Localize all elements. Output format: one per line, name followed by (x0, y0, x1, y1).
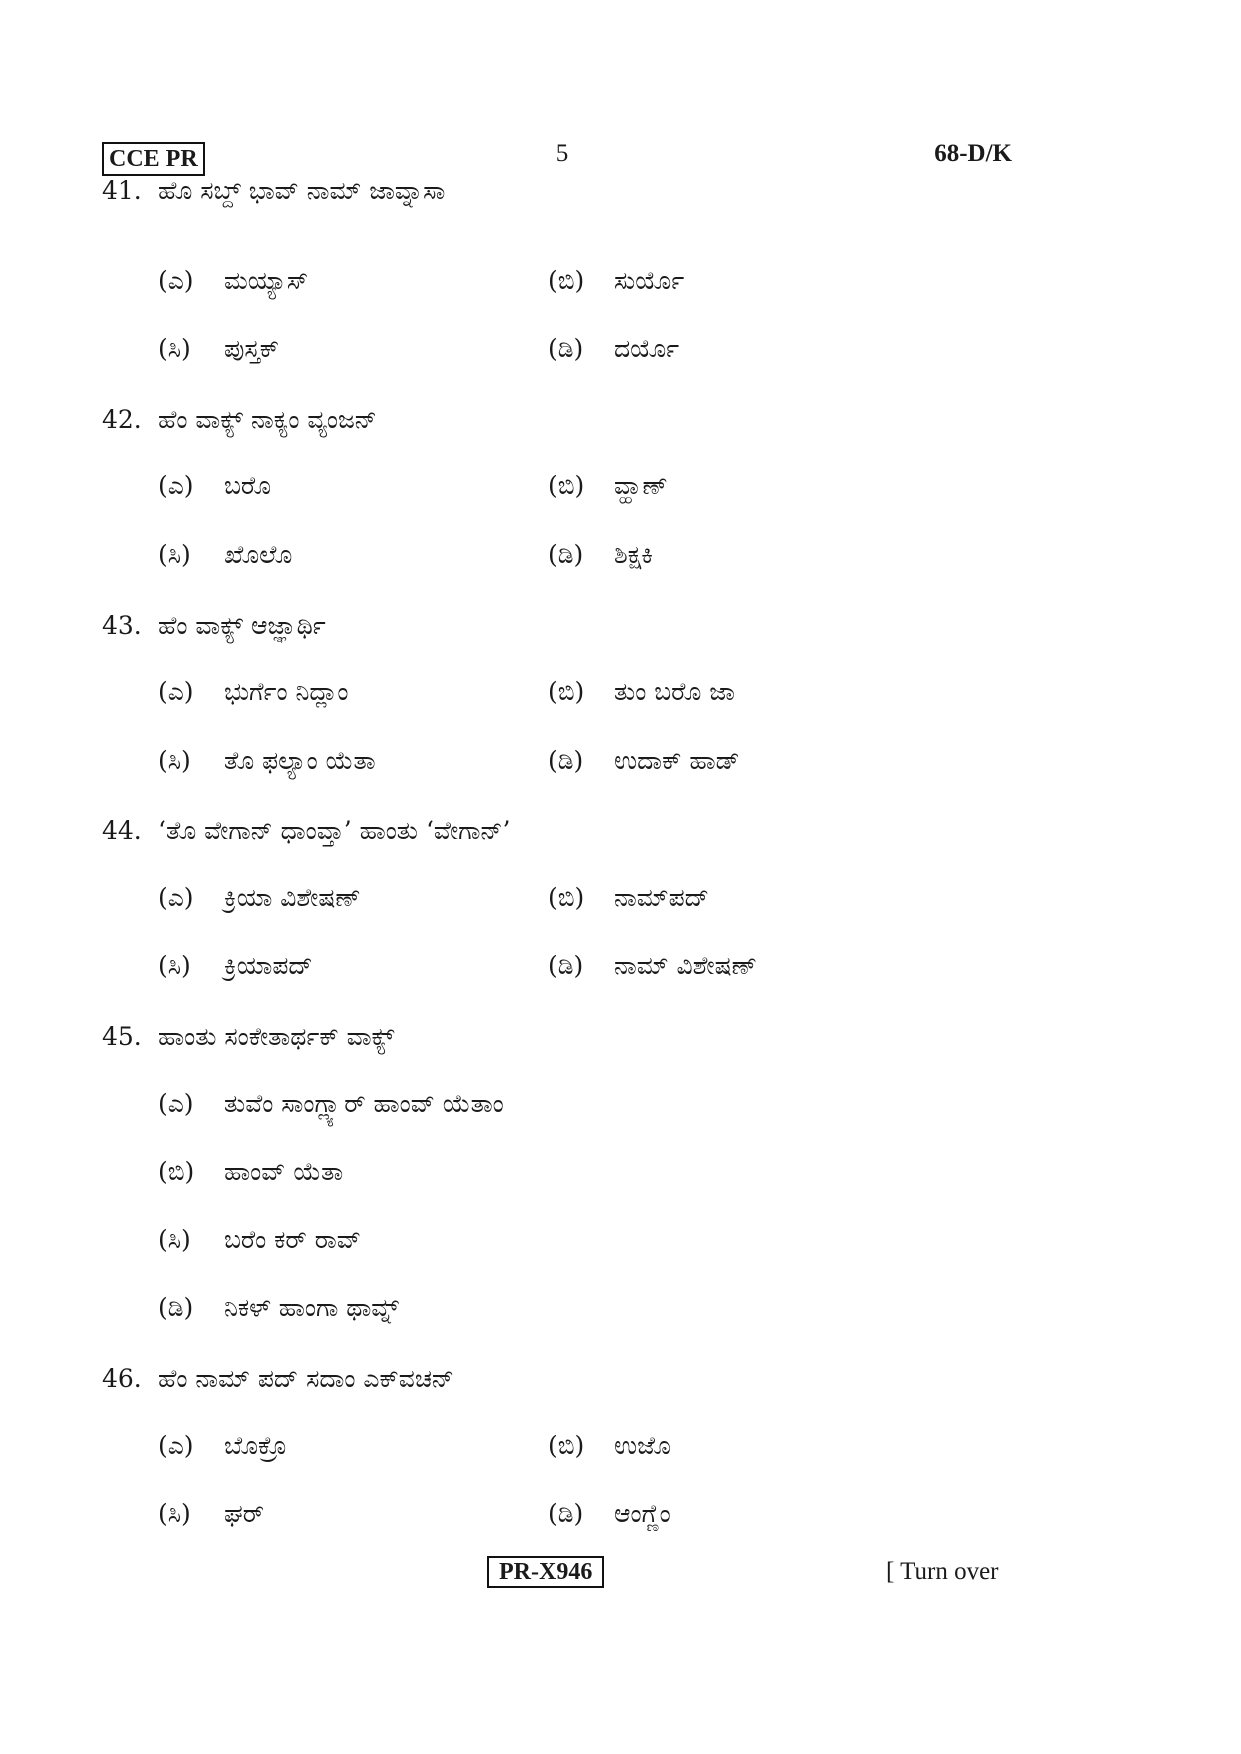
question-number: 46. (102, 1364, 142, 1393)
option-label: (ಡಿ) (548, 1499, 584, 1528)
option-text: ಖೊಲೊ (224, 540, 293, 569)
turn-over-note: [ Turn over (886, 1558, 999, 1585)
option-label: (ಎ) (158, 471, 194, 500)
paper-code: 68-D/K (934, 140, 1012, 167)
option-text: ಆಂಗ್ಣೆಂ (614, 1499, 671, 1528)
option-text: ವ್ಹಾಣ್ (614, 471, 668, 500)
option-b (548, 471, 668, 501)
question-45 (102, 1022, 394, 1052)
option-text: ಭುರ್ಗೆಂ ನಿದ್ಲಾಂ (224, 677, 349, 706)
question-44 (102, 816, 510, 846)
option-label: (ಎ) (158, 1431, 194, 1460)
option-d (548, 540, 653, 570)
question-number: 42. (102, 405, 142, 434)
option-label: (ಡಿ) (548, 746, 584, 775)
option-label: (ಸಿ) (158, 1499, 191, 1528)
option-text: ನಿಕಳ್ ಹಾಂಗಾ ಥಾವ್ನ್ (224, 1293, 399, 1322)
option-d (548, 951, 757, 981)
option-text: ಉಜೊ (614, 1431, 671, 1460)
option-c (158, 334, 279, 364)
option-text: ಉದಾಕ್ ಹಾಡ್ (614, 746, 740, 775)
option-label: (ಬಿ) (548, 1431, 585, 1460)
option-b (548, 677, 735, 707)
option-c (158, 1499, 264, 1529)
option-text: ಬರೆಂ ಕರ್ ರಾವ್ (224, 1225, 361, 1254)
question-text: ಹೆಂ ನಾಮ್ ಪದ್ ಸದಾಂ ಎಕ್‌ವಚನ್ (158, 1364, 454, 1393)
option-label: (ಎ) (158, 1089, 194, 1118)
option-text: ಶಿಕ್ಷಕಿ (614, 540, 653, 569)
option-label: (ಸಿ) (158, 1225, 191, 1254)
option-label: (ಎ) (158, 266, 194, 295)
question-42 (102, 405, 377, 435)
option-label: (ಸಿ) (158, 951, 191, 980)
option-d (548, 1499, 671, 1529)
option-a (158, 677, 348, 707)
footer-paper-code: PR-X946 (487, 1556, 604, 1588)
option-text: ಬರೊ (224, 471, 272, 500)
question-text: ಹಾಂತು ಸಂಕೇತಾರ್ಥಕ್ ವಾಕ್ಯ್ (158, 1022, 395, 1051)
option-d (548, 334, 679, 364)
option-a (158, 471, 271, 501)
option-text: ನಾಮ್ ವಿಶೇಷಣ್ (614, 951, 757, 980)
option-text: ಘರ್ (224, 1499, 265, 1528)
question-43 (102, 611, 326, 641)
option-label: (ಡಿ) (548, 540, 584, 569)
question-number: 43. (102, 611, 142, 640)
option-label: (ಎ) (158, 883, 194, 912)
option-text: ಮಯ್ಯಾಸ್ (224, 266, 309, 295)
option-text: ತುಂ ಬರೊ ಜಾ (614, 677, 735, 706)
option-label: (ಡಿ) (158, 1293, 194, 1322)
option-text: ತೊ ಫಲ್ಯಾಂ ಯೆತಾ (224, 746, 376, 775)
option-b (158, 1157, 343, 1187)
question-number: 44. (102, 816, 142, 845)
option-d (548, 746, 740, 776)
option-a (158, 1431, 287, 1461)
option-label: (ಬಿ) (548, 677, 585, 706)
option-b (548, 266, 684, 296)
option-text: ಬೊಕ್ರೊ (224, 1431, 288, 1460)
option-text: ಕ್ರಿಯಾಪದ್ (224, 951, 313, 980)
option-label: (ಬಿ) (158, 1157, 195, 1186)
option-text: ನಾಮ್‌ಪದ್ (614, 883, 709, 912)
page-header (102, 138, 1012, 178)
question-text: ಹೊ ಸಬ್ದ್ ಭಾವ್ ನಾಮ್ ಜಾವ್ನಾಸಾ (158, 176, 446, 205)
option-a (158, 266, 308, 296)
option-text: ತುವೆಂ ಸಾಂಗ್ಲ್ಯಾರ್ ಹಾಂವ್ ಯೆತಾಂ (224, 1089, 504, 1118)
question-number: 41. (102, 176, 142, 205)
option-b (548, 1431, 671, 1461)
option-text: ಸುರ್ಯೊ (614, 266, 685, 295)
page-number: 5 (555, 140, 569, 167)
option-label: (ಡಿ) (548, 334, 584, 363)
question-text: ಹೆಂ ವಾಕ್ಯ್ ಆಜ್ಞಾರ್ಥಿ (158, 611, 326, 640)
option-d (158, 1293, 399, 1323)
option-text: ದರ್ಯೊ (614, 334, 680, 363)
question-41 (102, 176, 445, 206)
question-number: 45. (102, 1022, 142, 1051)
option-label: (ಬಿ) (548, 883, 585, 912)
option-label: (ಬಿ) (548, 471, 585, 500)
option-label: (ಸಿ) (158, 746, 191, 775)
option-label: (ಡಿ) (548, 951, 584, 980)
question-46 (102, 1364, 454, 1394)
option-c (158, 951, 313, 981)
question-text: ‘ತೊ ವೇಗಾನ್ ಧಾಂವ್ತಾ’ ಹಾಂತು ‘ವೇಗಾನ್’ (158, 816, 511, 845)
option-c (158, 1225, 361, 1255)
option-label: (ಸಿ) (158, 334, 191, 363)
option-a (158, 1089, 504, 1119)
exam-board-label: CCE PR (102, 142, 205, 176)
option-b (548, 883, 709, 913)
option-text: ಪುಸ್ತಕ್ (224, 334, 280, 363)
option-a (158, 883, 361, 913)
option-c (158, 540, 292, 570)
option-label: (ಬಿ) (548, 266, 585, 295)
option-text: ಹಾಂವ್ ಯೆತಾ (224, 1157, 344, 1186)
option-label: (ಸಿ) (158, 540, 191, 569)
option-c (158, 746, 376, 776)
question-text: ಹೆಂ ವಾಕ್ಯ್ ನಾಕ್ಯಂ ವ್ಯಂಜನ್ (158, 405, 377, 434)
option-text: ಕ್ರಿಯಾ ವಿಶೇಷಣ್ (224, 883, 361, 912)
option-label: (ಎ) (158, 677, 194, 706)
